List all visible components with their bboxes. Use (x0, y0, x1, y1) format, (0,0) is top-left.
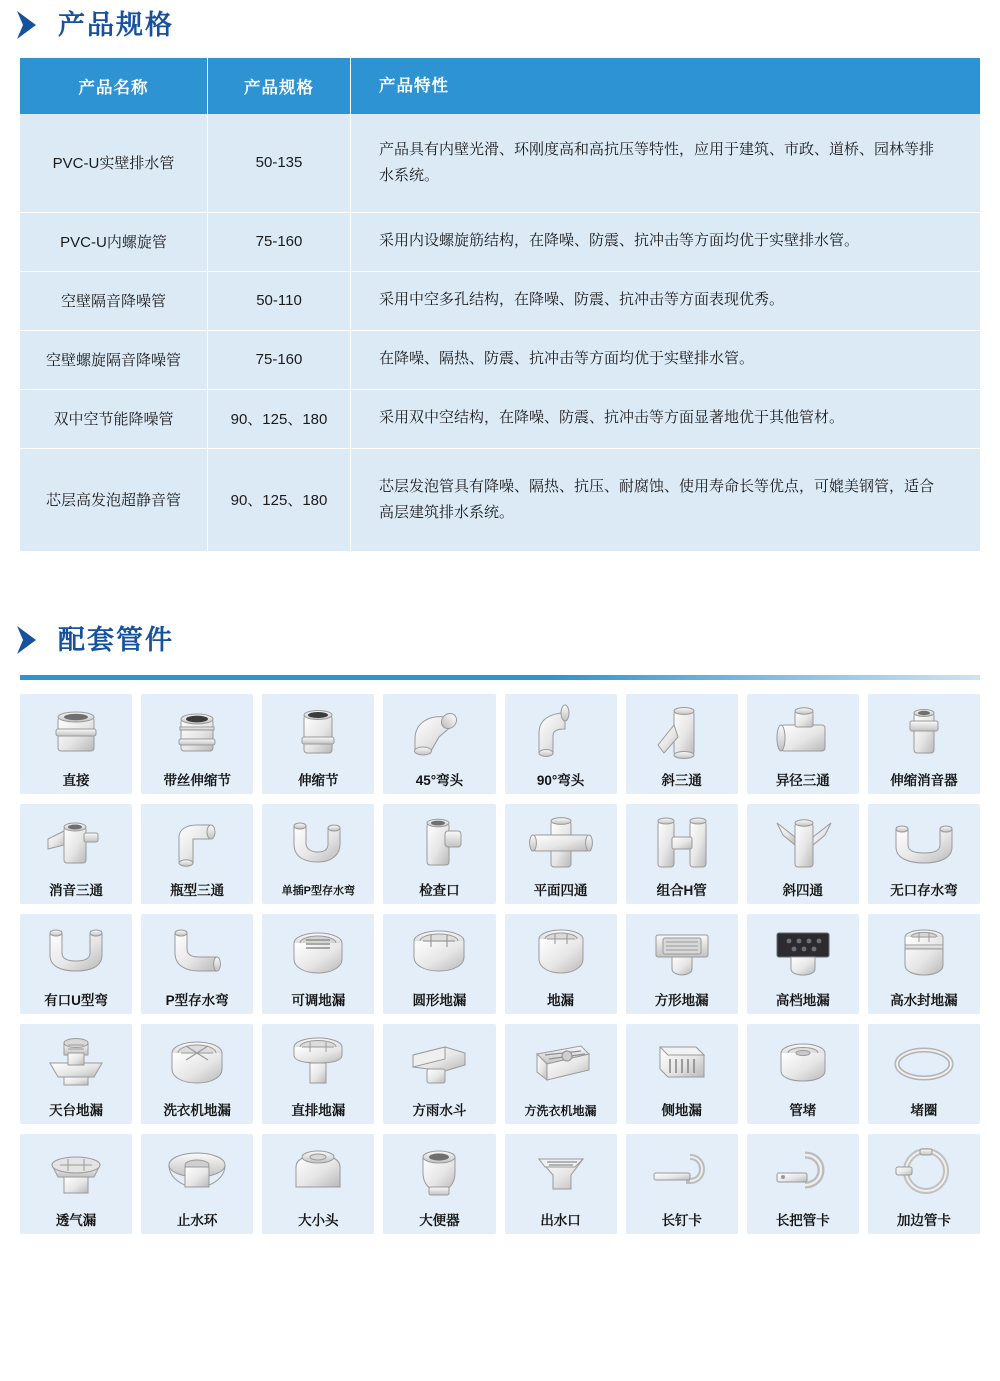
fittings-grid (20, 694, 980, 1234)
long-nail-clamp-icon (626, 1134, 738, 1214)
fitting-label: 长把管卡 (775, 1212, 830, 1228)
pipe-plug-icon (747, 1024, 859, 1104)
round-floor-drain-icon (383, 914, 495, 994)
fitting-label: 异径三通 (775, 772, 830, 788)
fitting-label: 高档地漏 (775, 992, 830, 1008)
adjustable-floor-drain-icon (262, 914, 374, 994)
vent-drain-icon (20, 1134, 132, 1214)
fitting-label: 大小头 (298, 1212, 339, 1228)
table-header-row (20, 58, 980, 114)
fitting-cell[interactable] (141, 1134, 253, 1234)
fitting-label: 90°弯头 (536, 772, 585, 788)
reducer-icon (262, 1134, 374, 1214)
fitting-label: 止水环 (176, 1212, 218, 1228)
fitting-label: 出水口 (540, 1212, 581, 1228)
water-stop-ring-icon (141, 1134, 253, 1214)
fitting-label: 单插P型存水弯 (281, 885, 355, 897)
side-floor-drain-icon (626, 1024, 738, 1104)
cell-spec: 90、125、180 (208, 448, 351, 551)
fitting-label: 斜四通 (782, 882, 824, 898)
cell-spec: 50-135 (208, 114, 351, 212)
fitting-cell[interactable] (20, 914, 132, 1014)
fitting-label: 地漏 (547, 992, 575, 1008)
fitting-label: 有口U型弯 (44, 992, 108, 1008)
fitting-cell[interactable] (262, 804, 374, 904)
fitting-label: 高水封地漏 (890, 992, 958, 1008)
fitting-cell[interactable] (141, 804, 253, 904)
fittings-section-header (0, 623, 1000, 657)
table-row (20, 330, 980, 389)
fitting-cell[interactable] (383, 1134, 495, 1234)
flanged-pipe-clamp-icon (868, 1134, 980, 1214)
washer-floor-drain-icon (141, 1024, 253, 1104)
bottle-tee-icon (141, 804, 253, 884)
fitting-label: 侧地漏 (661, 1102, 702, 1118)
fitting-cell[interactable] (868, 1134, 980, 1234)
fitting-cell[interactable] (383, 804, 495, 904)
table-row (20, 448, 980, 551)
fitting-label: 伸缩节 (298, 772, 339, 788)
cell-name: 空壁隔音降噪管 (20, 271, 208, 330)
fitting-label: 大便器 (419, 1212, 460, 1228)
cell-spec: 90、125、180 (208, 389, 351, 448)
fitting-cell[interactable] (20, 1024, 132, 1124)
fitting-cell[interactable] (141, 694, 253, 794)
divider (20, 675, 980, 680)
fitting-cell[interactable] (383, 694, 495, 794)
cell-name: 芯层高发泡超静音管 (20, 448, 208, 551)
fitting-cell[interactable] (747, 694, 859, 794)
fitting-cell[interactable] (626, 914, 738, 1014)
u-bend-with-port-icon (20, 914, 132, 994)
no-port-trap-icon (868, 804, 980, 884)
combined-h-pipe-icon (626, 804, 738, 884)
fitting-label: 直接 (62, 772, 90, 788)
fitting-cell[interactable] (626, 694, 738, 794)
fitting-label: 方雨水斗 (412, 1102, 467, 1118)
spec-section-header (0, 8, 1000, 42)
fitting-label: 透气漏 (55, 1212, 97, 1228)
fitting-cell[interactable] (505, 804, 617, 904)
deep-seal-floor-drain-icon (868, 914, 980, 994)
fitting-label: 方洗衣机地漏 (524, 1104, 597, 1118)
cell-feature: 产品具有内壁光滑、环刚度高和高抗压等特性，应用于建筑、市政、道桥、园林等排水系统。 (351, 114, 981, 212)
chevron-right-icon (14, 623, 44, 657)
fitting-cell[interactable] (626, 804, 738, 904)
fitting-label: 瓶型三通 (170, 882, 225, 898)
single-socket-p-trap-icon (262, 804, 374, 886)
plug-ring-icon (868, 1024, 980, 1104)
fitting-cell[interactable] (20, 1134, 132, 1234)
outlet-icon (505, 1134, 617, 1214)
toilet-connector-icon (383, 1134, 495, 1214)
cell-feature: 在降噪、隔热、防震、抗冲击等方面均优于实壁排水管。 (351, 330, 981, 389)
threaded-expansion-joint-icon (141, 694, 253, 774)
table-row (20, 212, 980, 271)
fitting-label: 带丝伸缩节 (163, 772, 231, 788)
section-title: 配套管件 (58, 624, 174, 655)
fitting-label: 检查口 (419, 882, 460, 898)
table-row (20, 271, 980, 330)
silencer-tee-icon (20, 804, 132, 884)
cell-feature: 采用中空多孔结构，在降噪、防震、抗冲击等方面表现优秀。 (351, 271, 981, 330)
fitting-cell[interactable] (747, 1134, 859, 1234)
fitting-label: 消音三通 (49, 882, 104, 898)
fitting-cell[interactable] (505, 1134, 617, 1234)
flat-cross-icon (505, 804, 617, 884)
direct-floor-drain-icon (262, 1024, 374, 1104)
fitting-label: 天台地漏 (49, 1102, 104, 1118)
cell-name: PVC-U实壁排水管 (20, 114, 208, 212)
cell-feature: 采用双中空结构，在降噪、防震、抗冲击等方面显著地优于其他管材。 (351, 389, 981, 448)
fitting-cell[interactable] (262, 914, 374, 1014)
cell-feature: 采用内设螺旋筋结构，在降噪、防震、抗冲击等方面均优于实壁排水管。 (351, 212, 981, 271)
fitting-cell[interactable] (262, 694, 374, 794)
cell-spec: 50-110 (208, 271, 351, 330)
fitting-label: 组合H管 (656, 882, 707, 898)
fitting-cell[interactable] (747, 1024, 859, 1124)
fitting-label: 无口存水弯 (890, 882, 958, 898)
oblique-tee-icon (626, 694, 738, 774)
page-title: 产品规格 (58, 9, 174, 40)
table-row (20, 389, 980, 448)
fitting-cell[interactable] (20, 804, 132, 904)
fitting-cell[interactable] (262, 1024, 374, 1124)
fitting-label: P型存水弯 (165, 992, 229, 1008)
spec-table (20, 58, 980, 551)
fitting-cell[interactable] (505, 1024, 617, 1124)
fitting-cell[interactable] (383, 914, 495, 1014)
fitting-label: 斜三通 (661, 772, 702, 788)
column-header-spec: 产品规格 (208, 58, 351, 114)
cell-spec: 75-160 (208, 212, 351, 271)
long-handle-clamp-icon (747, 1134, 859, 1214)
fitting-cell[interactable] (505, 694, 617, 794)
p-trap-icon (141, 914, 253, 994)
square-floor-drain-icon (626, 914, 738, 994)
fitting-label: 长钉卡 (661, 1212, 702, 1228)
elbow-45-icon (383, 694, 495, 774)
reducing-tee-icon (747, 694, 859, 774)
fitting-cell[interactable] (141, 914, 253, 1014)
oblique-cross-icon (747, 804, 859, 884)
fitting-label: 方形地漏 (654, 992, 709, 1008)
column-header-name: 产品名称 (20, 58, 208, 114)
fitting-cell[interactable] (141, 1024, 253, 1124)
coupling-icon (20, 694, 132, 774)
spec-table-wrap (20, 58, 980, 551)
fitting-cell[interactable] (626, 1134, 738, 1234)
fitting-cell[interactable] (505, 914, 617, 1014)
cell-feature: 芯层发泡管具有降噪、隔热、抗压、耐腐蚀、使用寿命长等优点，可媲美钢管，适合高层建筑排水系统。 (351, 448, 981, 551)
fitting-cell[interactable] (262, 1134, 374, 1234)
fitting-cell[interactable] (20, 694, 132, 794)
fitting-label: 加边管卡 (896, 1212, 951, 1228)
cell-name: PVC-U内螺旋管 (20, 212, 208, 271)
fitting-label: 可调地漏 (291, 992, 346, 1008)
column-header-feature: 产品特性 (351, 58, 981, 114)
fitting-cell[interactable] (383, 1024, 495, 1124)
cell-spec: 75-160 (208, 330, 351, 389)
square-rain-hopper-icon (383, 1024, 495, 1104)
floor-drain-icon (505, 914, 617, 994)
fitting-cell[interactable] (868, 694, 980, 794)
fitting-cell[interactable] (868, 914, 980, 1014)
fitting-label: 圆形地漏 (412, 992, 467, 1008)
fitting-label: 堵圈 (910, 1102, 938, 1118)
cell-name: 空壁螺旋隔音降噪管 (20, 330, 208, 389)
table-row (20, 114, 980, 212)
chevron-right-icon (14, 8, 44, 42)
fitting-cell[interactable] (626, 1024, 738, 1124)
fitting-label: 平面四通 (533, 882, 588, 898)
fitting-cell[interactable] (868, 804, 980, 904)
fitting-cell[interactable] (747, 804, 859, 904)
fitting-label: 管堵 (789, 1102, 817, 1118)
premium-floor-drain-icon (747, 914, 859, 994)
elbow-90-icon (505, 694, 617, 774)
fitting-label: 直排地漏 (291, 1102, 346, 1118)
telescopic-silencer-icon (868, 694, 980, 774)
fitting-label: 伸缩消音器 (890, 772, 958, 788)
expansion-joint-icon (262, 694, 374, 774)
square-washer-drain-icon (505, 1024, 617, 1105)
cleanout-icon (383, 804, 495, 884)
cell-name: 双中空节能降噪管 (20, 389, 208, 448)
fitting-cell[interactable] (868, 1024, 980, 1124)
fitting-label: 45°弯头 (415, 772, 464, 788)
fitting-label: 洗衣机地漏 (163, 1102, 231, 1118)
roof-drain-icon (20, 1024, 132, 1104)
fitting-cell[interactable] (747, 914, 859, 1014)
